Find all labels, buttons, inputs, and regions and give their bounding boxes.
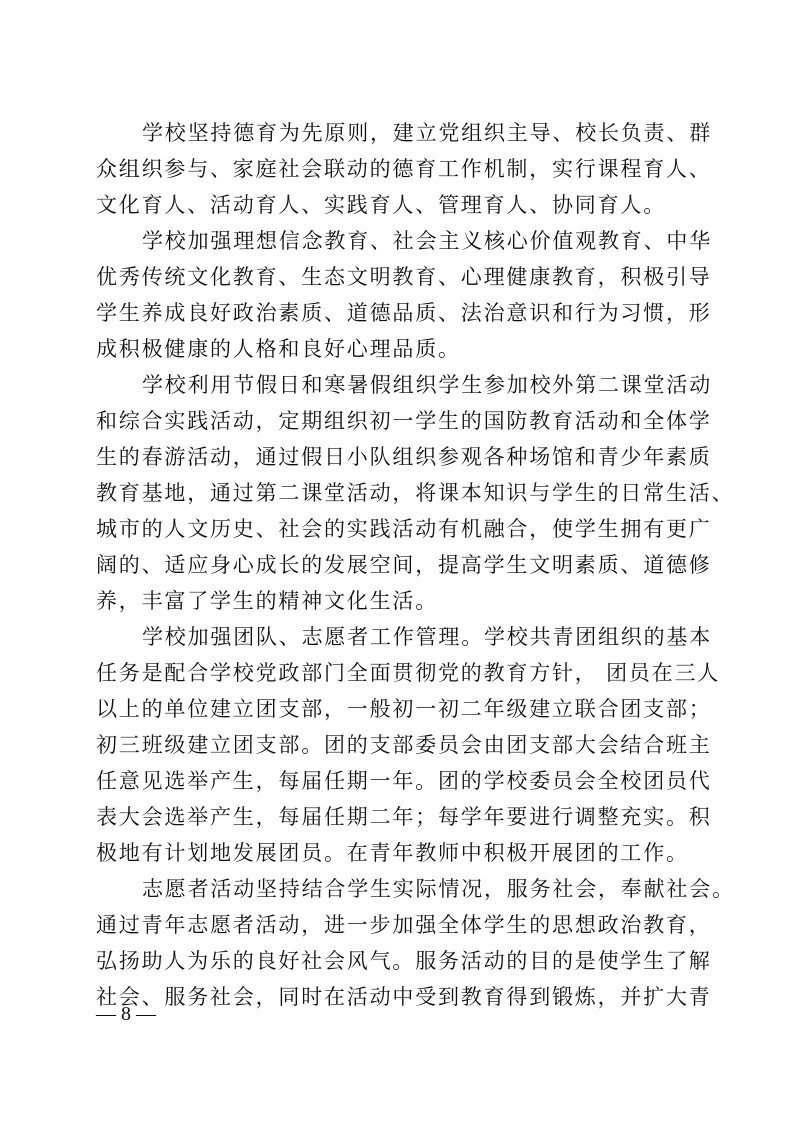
text-line: 众组织参与、家庭社会联动的德育工作机制，实行课程育人、	[96, 157, 712, 181]
text-line: 志愿者活动坚持结合学生实际情况，服务社会，奉献社会。	[142, 877, 735, 901]
text-line: 教育基地，通过第二课堂活动，将课本知识与学生的日常生活、	[96, 481, 735, 505]
text-line: 生的春游活动，通过假日小队组织参观各种场馆和青少年素质	[96, 445, 712, 469]
text-line: 任意见选举产生，每届任期一年。团的学校委员会全校团员代	[96, 769, 712, 793]
page-number: — 8 —	[96, 1003, 156, 1025]
text-line: 城市的人文历史、社会的实践活动有机融合，使学生拥有更广	[96, 517, 712, 541]
text-line: 学生养成良好政治素质、道德品质、法治意识和行为习惯，形	[96, 301, 712, 325]
text-line: 以上的单位建立团支部，一般初一初二年级建立联合团支部；	[96, 697, 712, 721]
text-line: 阔的、适应身心成长的发展空间，提高学生文明素质、道德修	[96, 553, 712, 577]
text-line: 通过青年志愿者活动，进一步加强全体学生的思想政治教育，	[96, 913, 712, 937]
text-line: 社会、服务社会，同时在活动中受到教育得到锻炼，并扩大青	[96, 985, 712, 1009]
text-line: 初三班级建立团支部。团的支部委员会由团支部大会结合班主	[96, 733, 712, 757]
text-line: 弘扬助人为乐的良好社会风气。服务活动的目的是使学生了解	[96, 949, 712, 973]
text-line: 学校坚持德育为先原则，建立党组织主导、校长负责、群	[142, 121, 712, 145]
text-line: 优秀传统文化教育、生态文明教育、心理健康教育，积极引导	[96, 265, 712, 289]
text-line: 学校加强理想信念教育、社会主义核心价值观教育、中华	[142, 229, 712, 253]
text-line: 任务是配合学校党政部门全面贯彻党的教育方针， 团员在三人	[96, 661, 721, 685]
text-line: 和综合实践活动，定期组织初一学生的国防教育活动和全体学	[96, 409, 712, 433]
text-line: 成积极健康的人格和良好心理品质。	[96, 337, 461, 361]
text-line: 极地有计划地发展团员。在青年教师中积极开展团的工作。	[96, 841, 689, 865]
text-line: 学校加强团队、志愿者工作管理。学校共青团组织的基本	[142, 625, 712, 649]
text-line: 学校利用节假日和寒暑假组织学生参加校外第二课堂活动	[142, 373, 712, 397]
text-line: 表大会选举产生，每届任期二年；每学年要进行调整充实。积	[96, 805, 712, 829]
text-line: 养，丰富了学生的精神文化生活。	[96, 589, 438, 613]
text-line: 文化育人、活动育人、实践育人、管理育人、协同育人。	[96, 193, 666, 217]
